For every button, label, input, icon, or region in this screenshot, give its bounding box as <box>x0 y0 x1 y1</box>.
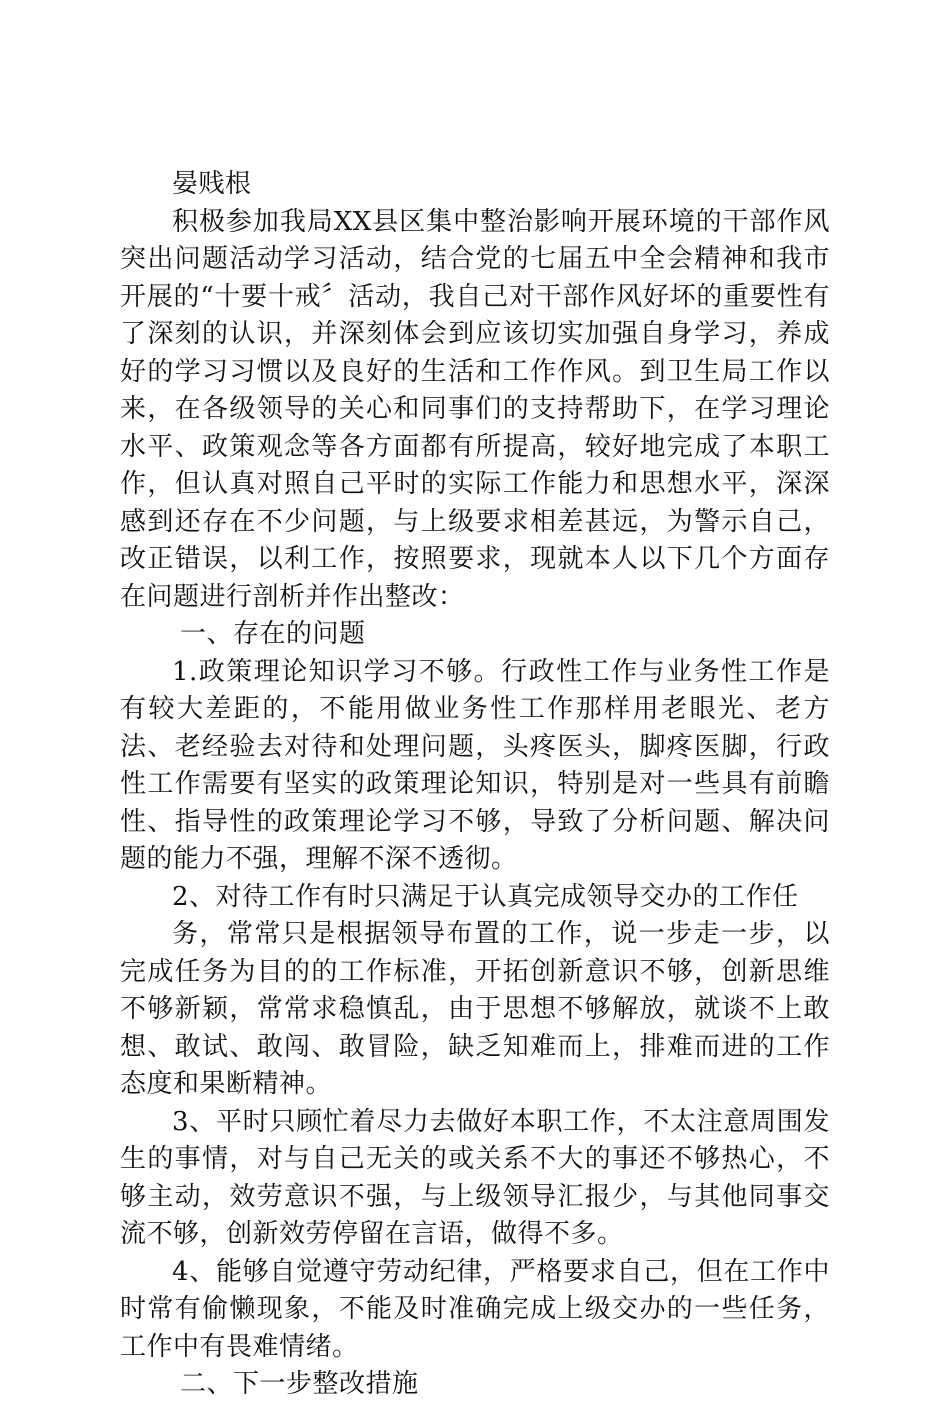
problem-item-1: 1.政策理论知识学习不够。行政性工作与业务性工作是有较大差距的，不能用做业务性工作那样用老眼光、老方法、老经验去对待和处理问题，头疼医头，脚疼医脚，行政性工作需要有坚实的政策理论知识，特别是对一些具有前瞻性、指导性的政策理论学习不够，导致了分析问题、解决问题的能力不强，理解不深不透彻。 <box>120 656 830 874</box>
intro-paragraph: 积极参加我局XX县区集中整治影响开展环境的干部作风突出问题活动学习活动，结合党的七届五中全会精神和我市开展的“十要十戒〞活动，我自己对干部作风好坏的重要性有了深刻的认识，并深刻体会到应该切实加强自身学习，养成好的学习习惯以及良好的生活和工作作风。到卫生局工作以来，在各级领导的关心和同事们的支持帮助下，在学习理论水平、政策观念等各方面都有所提高，较好地完成了本职工作，但认真对照自己平时的实际工作能力和思想水平，深深感到还存在不少问题，与上级要求相差甚远，为警示自己，改正错误，以利工作，按照要求，现就本人以下几个方面存在问题进行剖析并作出整改： <box>120 206 830 612</box>
document-body <box>120 166 830 1404</box>
problem-item-2-line1: 2、对待工作有时只满足于认真完成领导交办的工作任 <box>172 881 799 912</box>
author-name: 晏贱根 <box>172 169 252 199</box>
problem-item-4: 4、能够自觉遵守劳动纪律，严格要求自己，但在工作中时常有偷懒现象，不能及时准确完成上级交办的一些任务，工作中有畏难情绪。 <box>120 1256 830 1362</box>
problem-item-2-continued: 务，常常只是根据领导布置的工作，说一步走一步，以完成任务为目的的工作标准，开拓创新意识不够，创新思维不够新颖，常常求稳慎乱，由于思想不够解放，就谈不上敢想、敢试、敢闯、敢冒险，缺乏知难而上，排难而进的工作态度和果断精神。 <box>120 919 830 1099</box>
section-heading-problems: 一、存在的问题 <box>180 619 366 649</box>
section-heading-measures: 二、下一步整改措施 <box>180 1369 419 1399</box>
problem-item-3: 3、平时只顾忙着尽力去做好本职工作，不太注意周围发生的事情，对与自己无关的或关系不大的事还不够热心，不够主动，效劳意识不强，与上级领导汇报少，与其他同事交流不够，创新效劳停留在言语，做得不多。 <box>120 1106 830 1249</box>
